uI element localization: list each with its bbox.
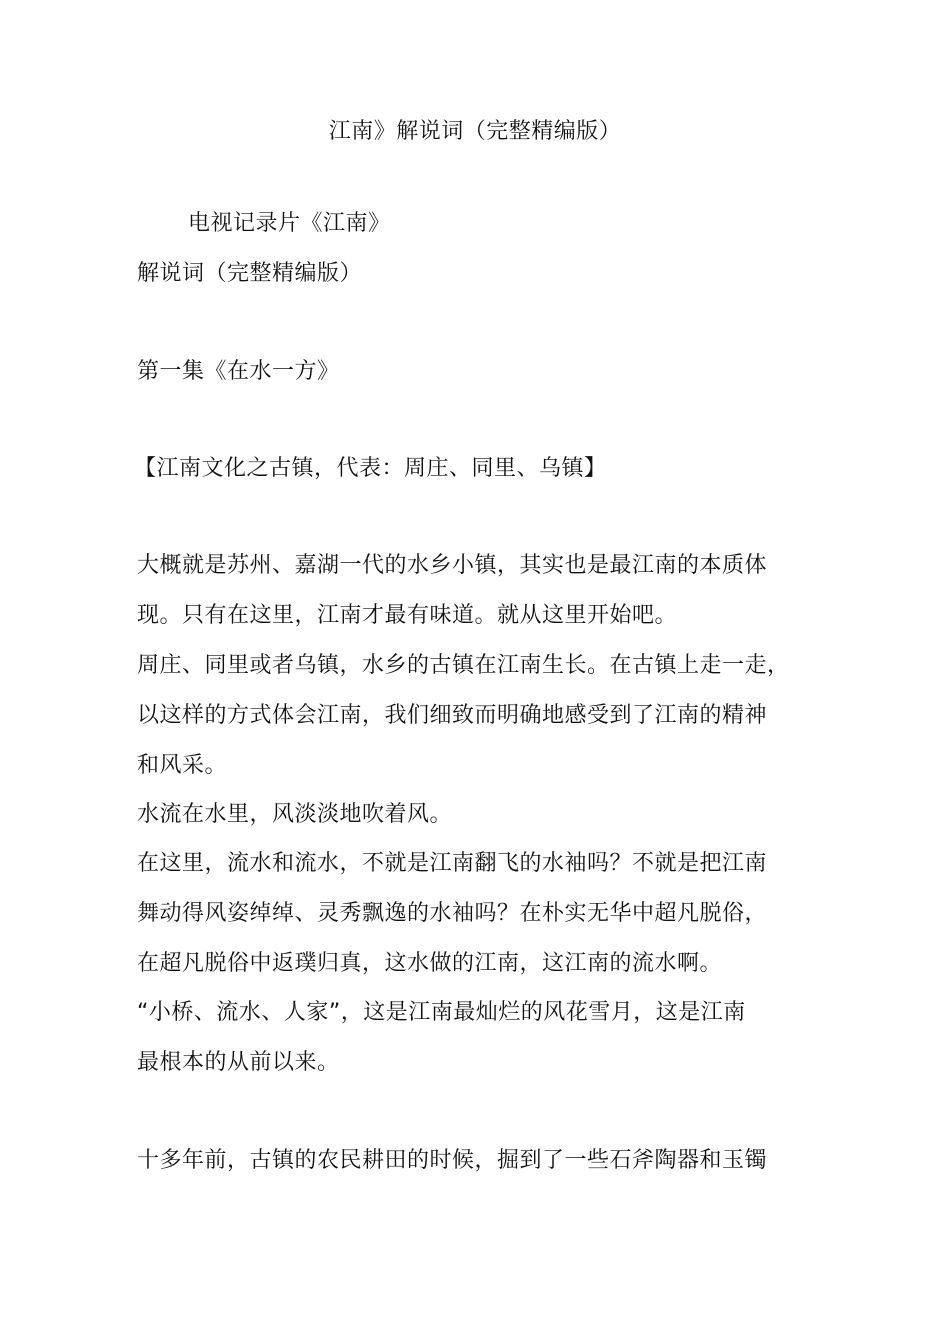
subtitle-line-1: 电视记录片《江南》 [188, 211, 391, 236]
body-line: 舞动得风姿绰绰、灵秀飘逸的水袖吗？在朴实无华中超凡脱俗， [137, 901, 768, 926]
body-line: 周庄、同里或者乌镇，水乡的古镇在江南生长。在古镇上走一走， [137, 653, 790, 678]
body-line: 最根本的从前以来。 [137, 1050, 340, 1075]
body-line: 在这里，流水和流水，不就是江南翻飞的水袖吗？不就是把江南 [137, 851, 768, 876]
body-line: 和风采。 [137, 753, 228, 778]
body-line: 十多年前，古镇的农民耕田的时候，掘到了一些石斧陶器和玉镯 [137, 1148, 768, 1173]
subtitle-line-2: 解说词（完整精编版） [137, 261, 363, 286]
body-line: 水流在水里，风淡淡地吹着风。 [137, 802, 453, 827]
document-title: 江南》解说词（完整精编版） [328, 119, 622, 144]
section-heading: 【江南文化之古镇，代表：周庄、同里、乌镇】 [134, 456, 607, 481]
episode-heading: 第一集《在水一方》 [137, 359, 340, 384]
body-line: 现。只有在这里，江南才最有味道。就从这里开始吧。 [137, 603, 678, 628]
body-line: 以这样的方式体会江南，我们细致而明确地感受到了江南的精神 [137, 703, 768, 728]
body-line: 在超凡脱俗中返璞归真，这水做的江南，这江南的流水啊。 [137, 951, 723, 976]
body-line: “小桥、流水、人家”，这是江南最灿烂的风花雪月，这是江南 [137, 1000, 746, 1025]
body-line: 大概就是苏州、嘉湖一代的水乡小镇，其实也是最江南的本质体 [137, 553, 768, 578]
